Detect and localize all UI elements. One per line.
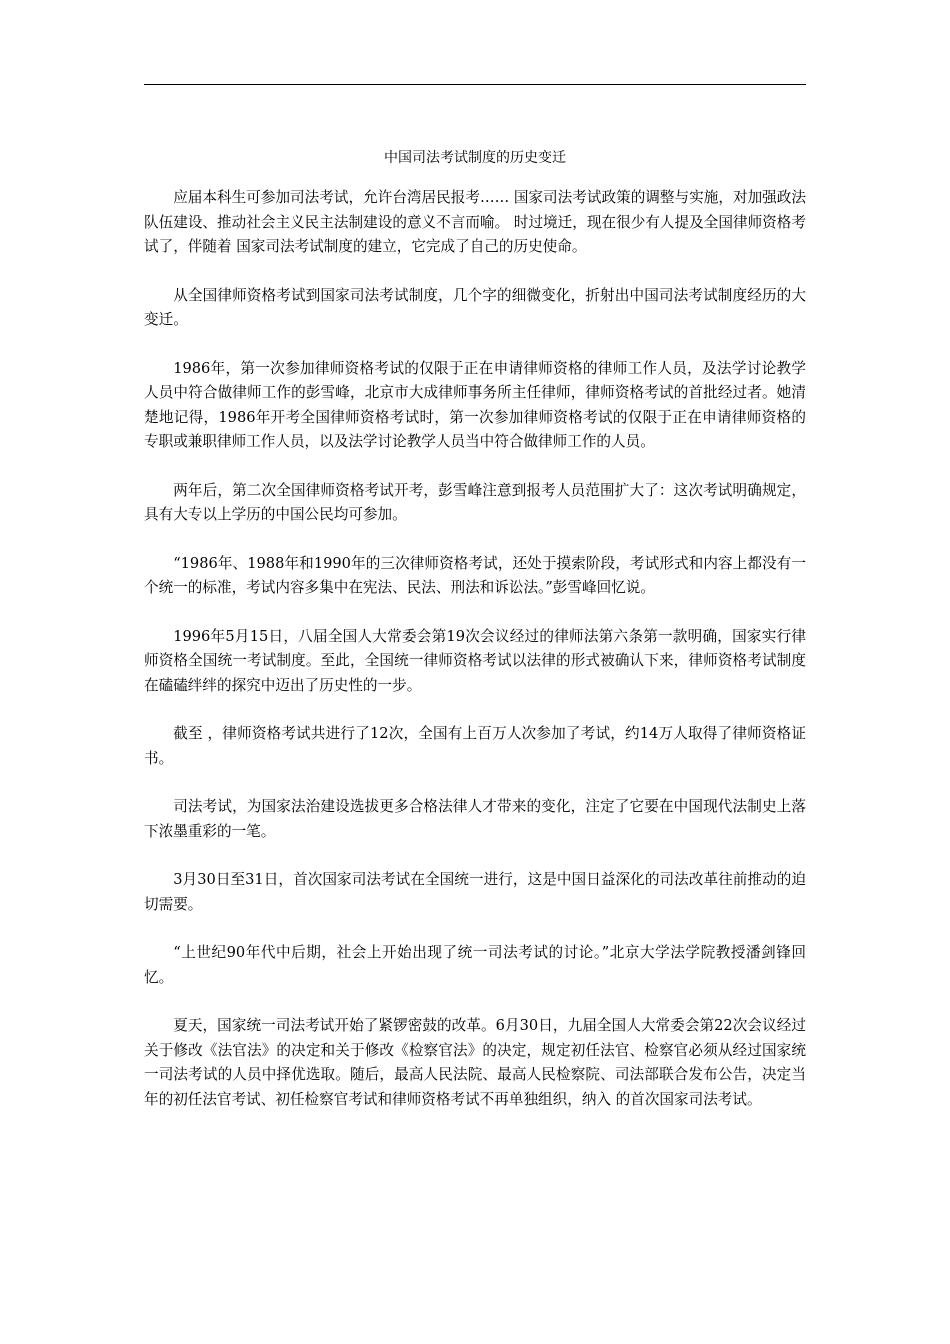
paragraph: 1996年5月15日，八届全国人大常委会第19次会议经过的律师法第六条第一款明确，国家实行律师资格全国统一考试制度。至此，全国统一律师资格考试以法律的形式被确认下来，律师资格考试制度在磕磕绊绊的探究中迈出了历史性的一步。 [144, 627, 806, 694]
paragraph: 截至 ，律师资格考试共进行了12次，全国有上百万人次参加了考试，约14万人取得了律师资格证书。 [144, 725, 806, 767]
paragraph: 从全国律师资格考试到国家司法考试制度，几个字的细微变化，折射出中国司法考试制度经历的大变迁。 [144, 286, 806, 328]
paragraph: 应届本科生可参加司法考试，允许台湾居民报考…… 国家司法考试政策的调整与实施，对加强政法队伍建设、推动社会主义民主法制建设的意义不言而喻。 时过境迁，现在很少有人提及全国律师资格考试了，伴随着 国家司法考试制度的建立，它完成了自己的历史使命。 [144, 189, 806, 255]
paragraph: 两年后，第二次全国律师资格考试开考，彭雪峰注意到报考人员范围扩大了：这次考试明确规定，具有大专以上学历的中国公民均可参加。 [144, 481, 806, 523]
paragraph: “上世纪90年代中后期，社会上开始出现了统一司法考试的讨论。”北京大学法学院教授潘剑锋回忆。 [144, 944, 806, 986]
paragraph: “1986年、1988年和1990年的三次律师资格考试，还处于摸索阶段，考试形式和内容上都没有一个统一的标准，考试内容多集中在宪法、民法、刑法和诉讼法。”彭雪峰回忆说。 [144, 554, 806, 596]
paragraph: 夏天，国家统一司法考试开始了紧锣密鼓的改革。6月30日，九届全国人大常委会第22次会议经过关于修改《法官法》的决定和关于修改《检察官法》的决定，规定初任法官、检察官必须从经过国家统一司法考试的人员中择优选取。随后，最高人民法院、最高人民检察院、司法部联合发布公告，决定当年的初任法官考试、初任检察官考试和律师资格考试不再单独组织，纳入 的首次国家司法考试。 [144, 1017, 806, 1108]
paragraph: 司法考试，为国家法治建设选拔更多合格法律人才带来的变化，注定了它要在中国现代法制史上落下浓墨重彩的一笔。 [144, 798, 806, 840]
document-body [144, 146, 806, 1136]
paragraph: 1986年，第一次参加律师资格考试的仅限于正在申请律师资格的律师工作人员，及法学讨论教学人员中符合做律师工作的彭雪峰，北京市大成律师事务所主任律师，律师资格考试的首批经过者。她清楚地记得，1986年开考全国律师资格考试时，第一次参加律师资格考试的仅限于正在申请律师资格的专职或兼职律师工作人员，以及法学讨论教学人员当中符合做律师工作的人员。 [144, 359, 806, 450]
document-title: 中国司法考试制度的历史变迁 [384, 150, 566, 166]
paragraph: 3月30日至31日，首次国家司法考试在全国统一进行，这是中国日益深化的司法改革往前推动的迫切需要。 [144, 871, 806, 913]
header-rule [144, 84, 806, 85]
